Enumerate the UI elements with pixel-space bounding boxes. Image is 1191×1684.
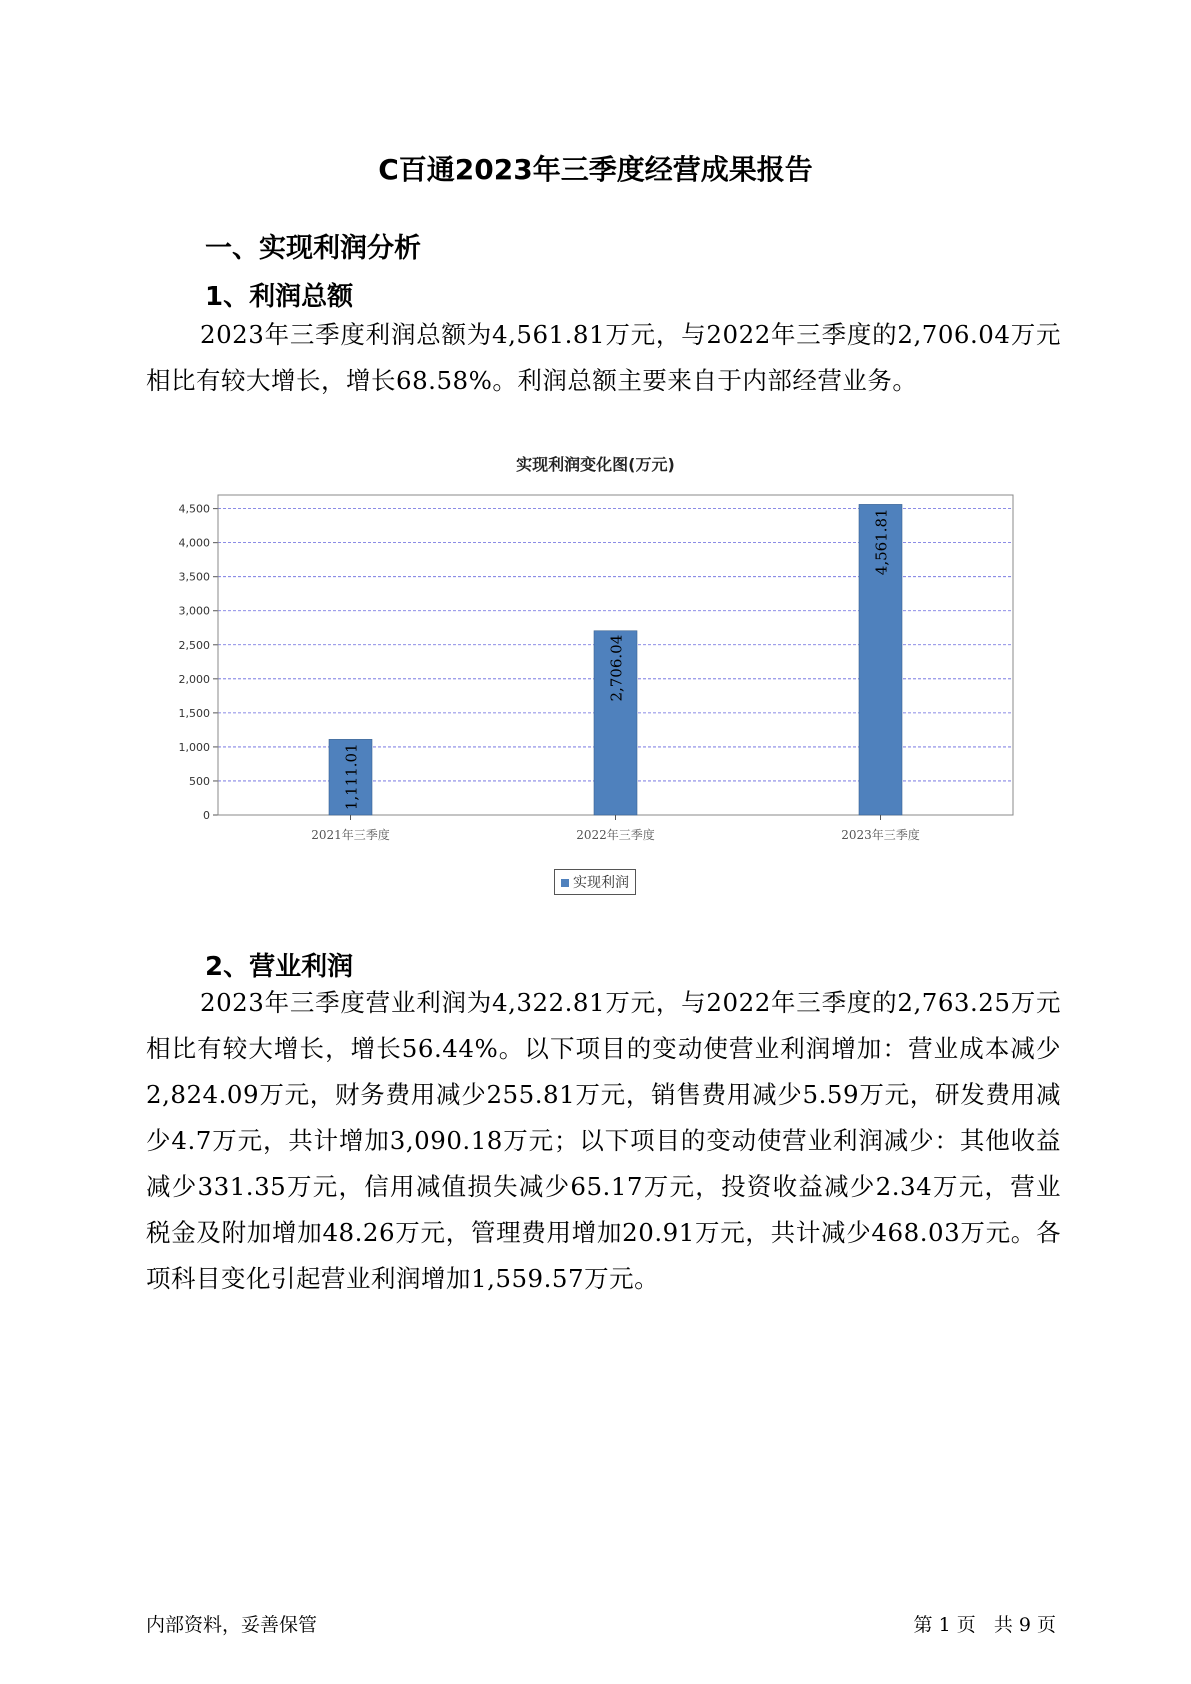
y-tick-label: 4,500 <box>178 502 210 516</box>
y-tick-label: 500 <box>189 774 210 788</box>
y-tick-label: 4,000 <box>178 536 210 550</box>
y-tick-label: 3,500 <box>178 570 210 584</box>
y-tick-label: 2,500 <box>178 638 210 652</box>
section-heading-profit-analysis: 一、实现利润分析 <box>205 233 421 264</box>
operating-profit-paragraph: 2023年三季度营业利润为4,322.81万元，与2022年三季度的2,763.25万元相比有较大增长，增长56.44%。以下项目的变动使营业利润增加：营业成本减少2,824.09万元，财务费用减少255.81万元，销售费用减少5.59万元，研发费用减少4.7万元，共计增加3,090.18万元；以下项目的变动使营业利润减少：其他收益减少331.35万元，信用减值损失减少65.17万元，投资收益减少2.34万元，营业税金及附加增加48.26万元，管理费用增加20.91万元，共计减少468.03万元。各项科目变化引起营业利润增加1,559.57万元。 <box>146 988 1061 1293</box>
y-tick-label: 2,000 <box>178 672 210 686</box>
legend-swatch <box>561 879 569 887</box>
profit-bar-chart <box>150 485 1050 895</box>
report-title: C百通2023年三季度经营成果报告 <box>378 153 813 186</box>
chart-title: 实现利润变化图(万元) <box>516 455 675 474</box>
y-tick-label: 3,000 <box>178 604 210 618</box>
bar-value-label: 1,111.01 <box>342 743 361 811</box>
bar-value-label: 2,706.04 <box>607 634 626 702</box>
y-tick-label: 1,500 <box>178 706 210 720</box>
y-tick-label: 0 <box>203 809 210 822</box>
x-tick-label: 2022年三季度 <box>576 828 655 842</box>
bar-value-label: 4,561.81 <box>872 508 891 576</box>
subheading-operating-profit: 2、营业利润 <box>205 952 354 982</box>
footer-page-number: 第 1 页 共 9 页 <box>913 1614 1056 1636</box>
legend-label: 实现利润 <box>573 875 629 891</box>
subheading-total-profit: 1、利润总额 <box>205 282 354 312</box>
y-tick-label: 1,000 <box>178 740 210 754</box>
chart-legend <box>554 869 636 895</box>
total-profit-paragraph: 2023年三季度利润总额为4,561.81万元，与2022年三季度的2,706.04万元相比有较大增长，增长68.58%。利润总额主要来自于内部经营业务。 <box>146 320 1061 395</box>
x-tick-label: 2021年三季度 <box>311 828 390 842</box>
footer-confidential: 内部资料，妥善保管 <box>146 1614 318 1636</box>
x-tick-label: 2023年三季度 <box>841 828 920 842</box>
